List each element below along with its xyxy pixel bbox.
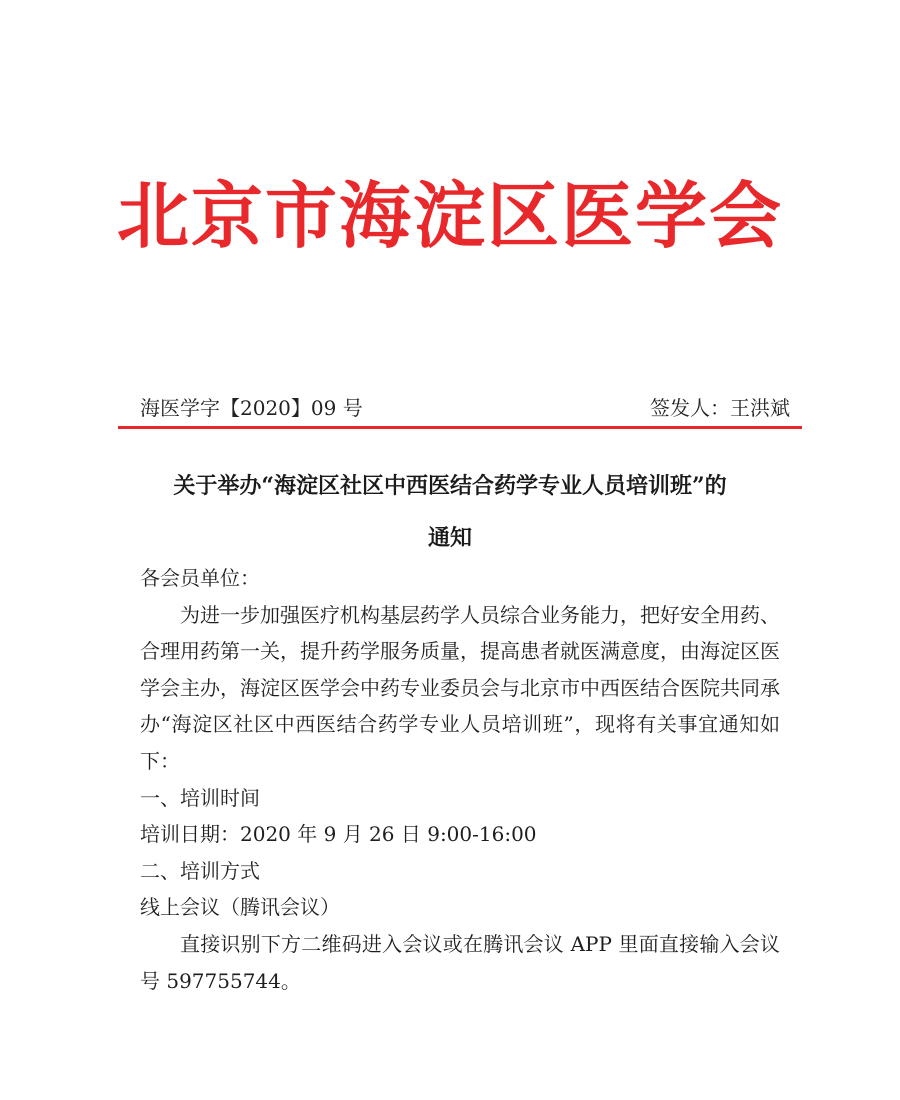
notice-body (140, 560, 780, 999)
intro-paragraph: 为进一步加强医疗机构基层药学人员综合业务能力，把好安全用药、合理用药第一关，提升药学服务质量，提高患者就医满意度，由海淀区医学会主办，海淀区医学会中药专业委员会与北京市中西医结合医院共同承办“海淀区社区中西医结合药学专业人员培训班”，现将有关事宜通知如下： (140, 602, 780, 773)
notice-title-line-2: 通知 (427, 525, 472, 551)
notice-title-line-1: 关于举办“海淀区社区中西医结合药学专业人员培训班”的 (173, 473, 727, 499)
letterhead-organization-title: 北京市海淀区医学会 (116, 173, 783, 258)
section-2-paragraph: 直接识别下方二维码进入会议或在腾讯会议 APP 里面直接输入会议号 597755744。 (140, 931, 780, 993)
section-2-heading: 二、培训方式 (140, 858, 260, 883)
document-number: 海医学字【2020】09 号 (140, 396, 363, 420)
document-issuer: 签发人：王洪斌 (650, 396, 790, 420)
section-1-heading: 一、培训时间 (140, 785, 260, 810)
notice-title (100, 460, 800, 564)
letterhead-red-divider (118, 426, 802, 429)
document-meta-line (140, 392, 790, 420)
section-2-mode: 线上会议（腾讯会议） (140, 895, 340, 920)
section-1-detail: 培训日期：2020 年 9 月 26 日 9:00-16:00 (140, 822, 537, 847)
salutation: 各会员单位： (140, 566, 260, 590)
